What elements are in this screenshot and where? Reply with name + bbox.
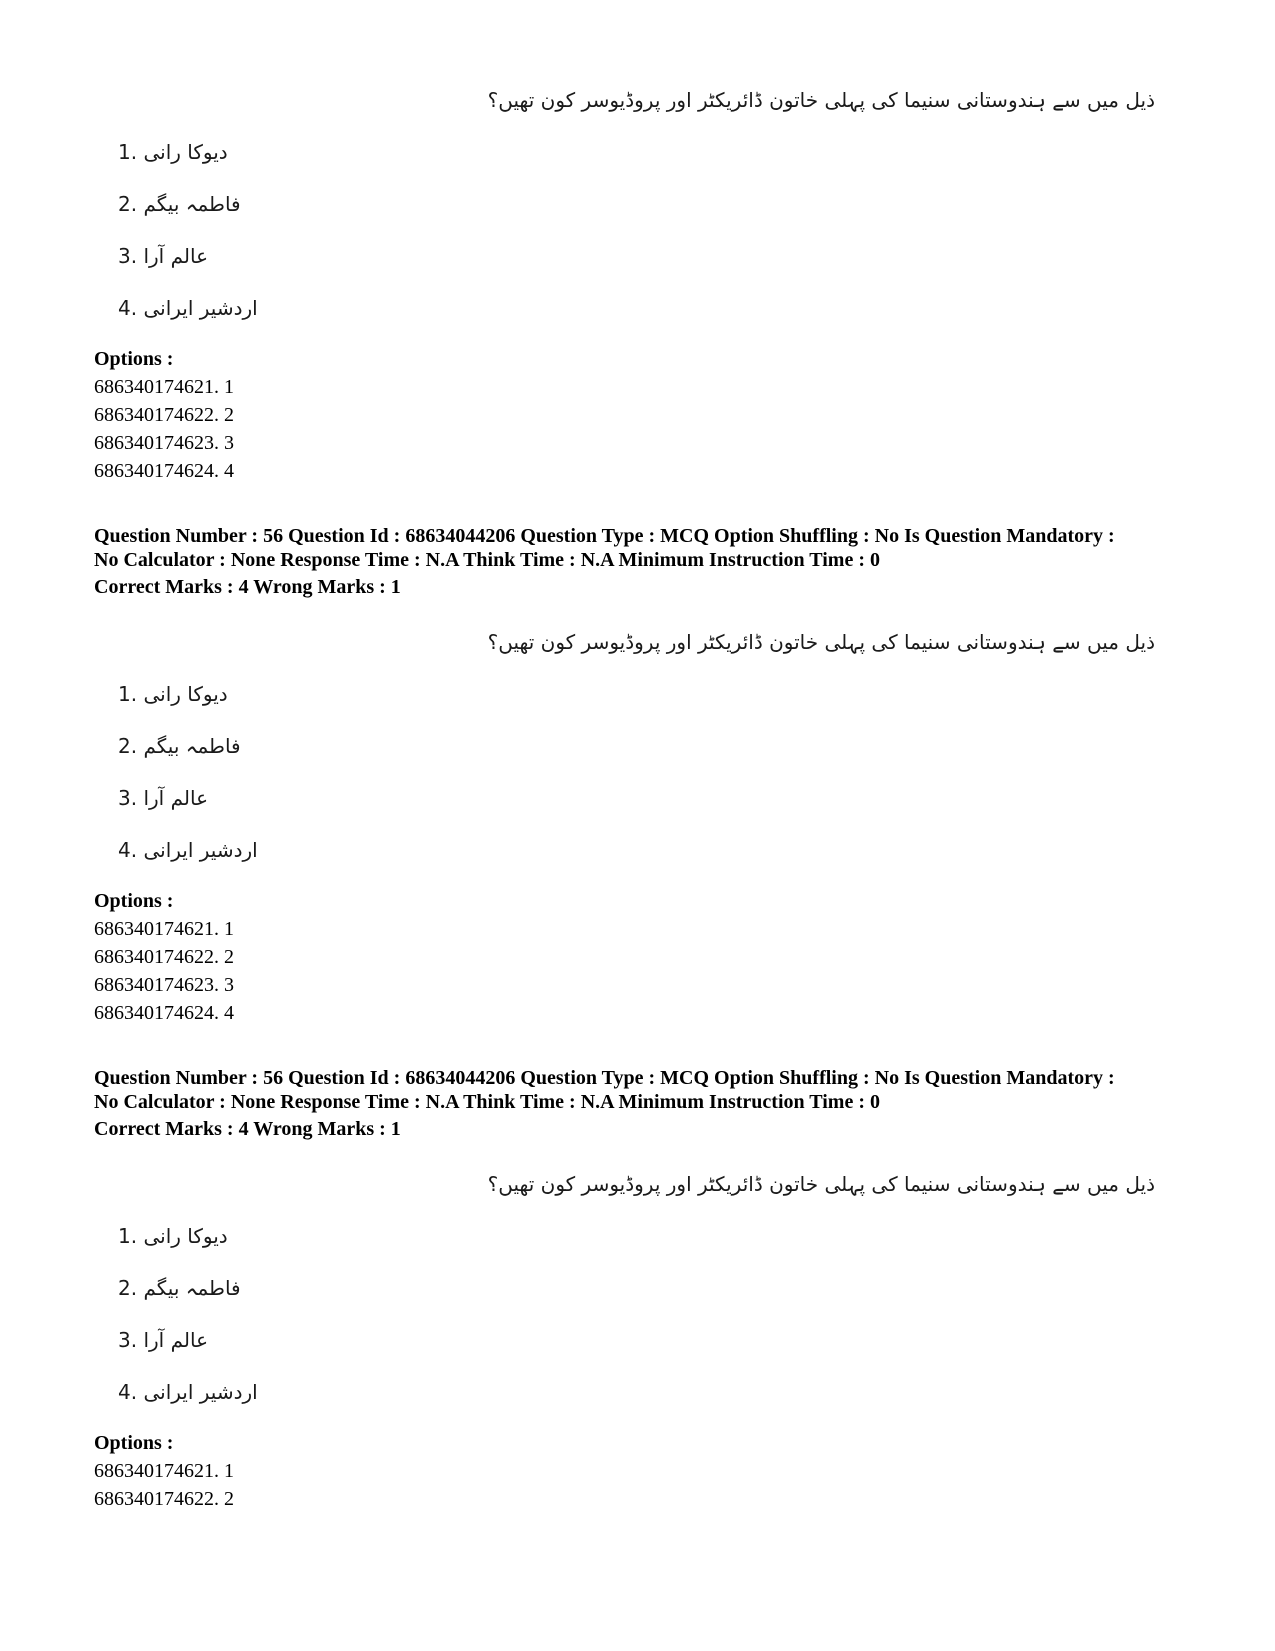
option-line: 686340174624. 4 xyxy=(94,460,234,482)
option-line: 686340174621. 1 xyxy=(94,1460,234,1482)
choice-text: دیوکا رانی xyxy=(143,682,228,706)
choice-number: 1. xyxy=(118,682,138,706)
choice-3 xyxy=(118,1328,208,1352)
choice-text: عالم آرا xyxy=(143,1328,209,1352)
option-line: 686340174623. 3 xyxy=(94,974,234,996)
choice-text: عالم آرا xyxy=(143,244,209,268)
choice-text: دیوکا رانی xyxy=(143,140,228,164)
choice-number: 4. xyxy=(118,296,138,320)
question-text: ذیل میں سے ہندوستانی سنیما کی پہلی خاتون ڈائریکٹر اور پروڈیوسر کون تھیں؟ xyxy=(487,1172,1155,1196)
choice-2 xyxy=(118,192,241,216)
meta-line-1: Question Number : 56 Question Id : 68634044206 Question Type : MCQ Option Shuffling : No Is Question Mandatory : xyxy=(94,525,1115,547)
choice-text: فاطمہ بیگم xyxy=(143,734,241,758)
option-line: 686340174622. 2 xyxy=(94,946,234,968)
option-line: 686340174622. 2 xyxy=(94,404,234,426)
choice-number: 1. xyxy=(118,1224,138,1248)
question-meta xyxy=(94,524,1194,572)
marks-line: Correct Marks : 4 Wrong Marks : 1 xyxy=(94,576,401,598)
choice-4 xyxy=(118,296,258,320)
choice-1 xyxy=(118,140,228,164)
meta-line-2: No Calculator : None Response Time : N.A Think Time : N.A Minimum Instruction Time : 0 xyxy=(94,1091,880,1113)
choice-number: 2. xyxy=(118,734,138,758)
option-line: 686340174622. 2 xyxy=(94,1488,234,1510)
option-line: 686340174621. 1 xyxy=(94,376,234,398)
question-meta xyxy=(94,1066,1194,1114)
choice-number: 1. xyxy=(118,140,138,164)
question-text: ذیل میں سے ہندوستانی سنیما کی پہلی خاتون ڈائریکٹر اور پروڈیوسر کون تھیں؟ xyxy=(487,630,1155,654)
choice-4 xyxy=(118,838,258,862)
option-line: 686340174624. 4 xyxy=(94,1002,234,1024)
option-line: 686340174623. 3 xyxy=(94,432,234,454)
choice-number: 4. xyxy=(118,838,138,862)
meta-line-2: No Calculator : None Response Time : N.A Think Time : N.A Minimum Instruction Time : 0 xyxy=(94,549,880,571)
choice-1 xyxy=(118,1224,228,1248)
options-label: Options : xyxy=(94,1432,174,1454)
choice-number: 2. xyxy=(118,1276,138,1300)
choice-3 xyxy=(118,786,208,810)
choice-text: عالم آرا xyxy=(143,786,209,810)
choice-1 xyxy=(118,682,228,706)
choice-text: اردشیر ایرانی xyxy=(143,1380,258,1404)
choice-text: دیوکا رانی xyxy=(143,1224,228,1248)
choice-number: 3. xyxy=(118,786,138,810)
choice-2 xyxy=(118,1276,241,1300)
choice-4 xyxy=(118,1380,258,1404)
option-line: 686340174621. 1 xyxy=(94,918,234,940)
options-label: Options : xyxy=(94,348,174,370)
marks-line: Correct Marks : 4 Wrong Marks : 1 xyxy=(94,1118,401,1140)
choice-2 xyxy=(118,734,241,758)
choice-text: فاطمہ بیگم xyxy=(143,192,241,216)
meta-line-1: Question Number : 56 Question Id : 68634044206 Question Type : MCQ Option Shuffling : No Is Question Mandatory : xyxy=(94,1067,1115,1089)
choice-number: 3. xyxy=(118,1328,138,1352)
choice-text: اردشیر ایرانی xyxy=(143,296,258,320)
choice-number: 3. xyxy=(118,244,138,268)
choice-number: 4. xyxy=(118,1380,138,1404)
choice-text: فاطمہ بیگم xyxy=(143,1276,241,1300)
choice-3 xyxy=(118,244,208,268)
options-label: Options : xyxy=(94,890,174,912)
question-text: ذیل میں سے ہندوستانی سنیما کی پہلی خاتون ڈائریکٹر اور پروڈیوسر کون تھیں؟ xyxy=(487,88,1155,112)
choice-number: 2. xyxy=(118,192,138,216)
choice-text: اردشیر ایرانی xyxy=(143,838,258,862)
